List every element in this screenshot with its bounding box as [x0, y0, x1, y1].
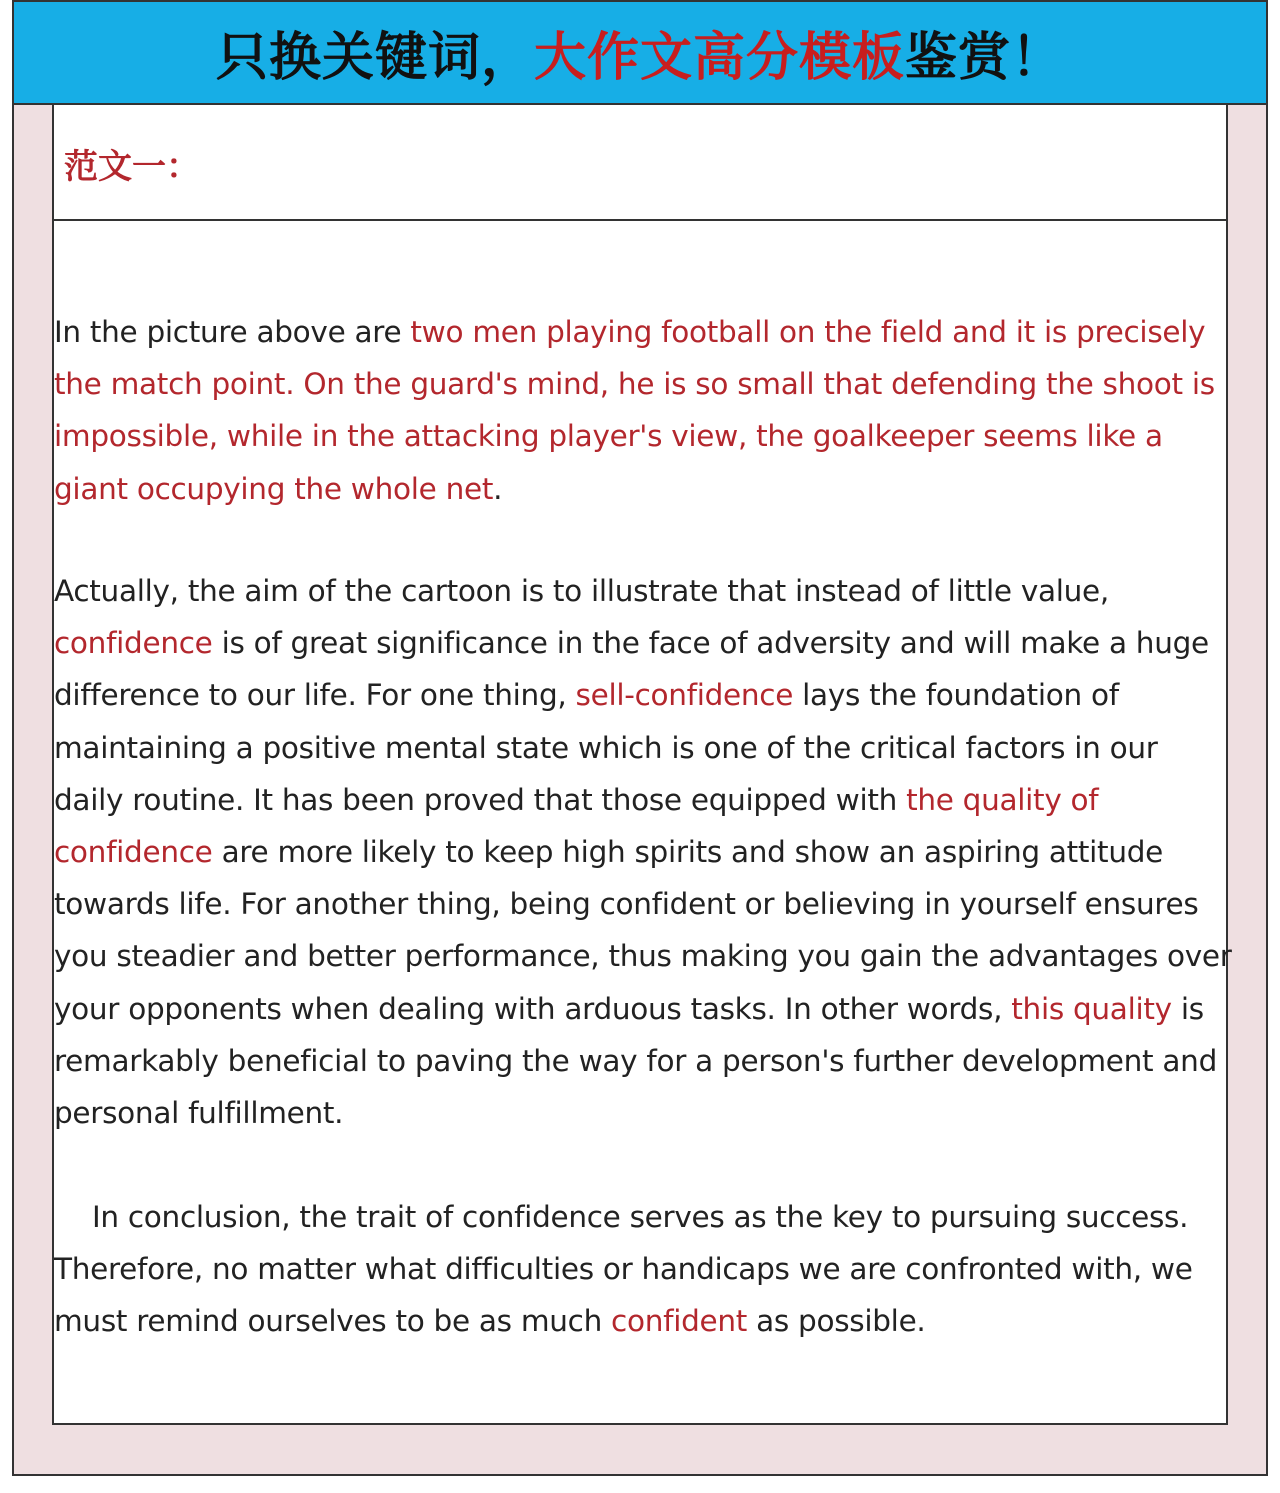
section-divider [54, 219, 1226, 221]
highlight: the quality of confidence [54, 782, 1099, 870]
text: are more likely to keep high spirits and show an aspiring attitude towards life. For another thing, being confident or believing in yourself ensures you steadier and better performance, thus making you gain the advantages over your opponents when dealing with arduous tasks. In other words, [54, 835, 1232, 1026]
text: Actually, the aim of the cartoon is to illustrate that instead of little value, [54, 574, 1109, 608]
text: as possible. [747, 1304, 926, 1339]
highlight: sell-confidence [575, 678, 794, 713]
highlight: confidence [54, 626, 213, 661]
essay-paragraph-3 [54, 1191, 1232, 1348]
text: is remarkably beneficial to paving the way for a person's further development and personal fulfillment. [54, 991, 1217, 1131]
title-banner [14, 2, 1266, 105]
page-frame [12, 0, 1268, 1476]
essay-paragraph-2 [54, 565, 1232, 1139]
essay-panel [52, 105, 1232, 1425]
text: In conclusion, the trait of confidence serves as the key to pursuing success. Therefore, no matter what difficulties or handicaps we are confronted with, we must remind ourselves to be as much [54, 1200, 1193, 1339]
text: In the picture above are [54, 315, 411, 349]
text: lays the foundation of maintaining a positive mental state which is one of the critical factors in our daily routine. It has been proved that those equipped with [54, 678, 1158, 817]
highlight: confident [611, 1304, 748, 1339]
essay-paragraph-1 [54, 306, 1232, 515]
section-label: 范文一： [64, 147, 200, 187]
title-part-2: 鉴赏！ [905, 28, 1065, 88]
title-part-1: 只换关键词， [215, 28, 534, 88]
title-highlight: 大作文高分模板 [533, 28, 905, 88]
text: . [493, 471, 503, 506]
highlight: two men playing football on the field and it is precisely the match point. On the guard's mind, he is so small that defending the shoot is impossible, while in the attacking player's view, the goalkeeper seems like a giant occupying the whole net [54, 315, 1215, 506]
highlight: this quality [1011, 991, 1172, 1026]
text: is of great significance in the face of adversity and will make a huge difference to our life. For one thing, [54, 626, 1209, 713]
